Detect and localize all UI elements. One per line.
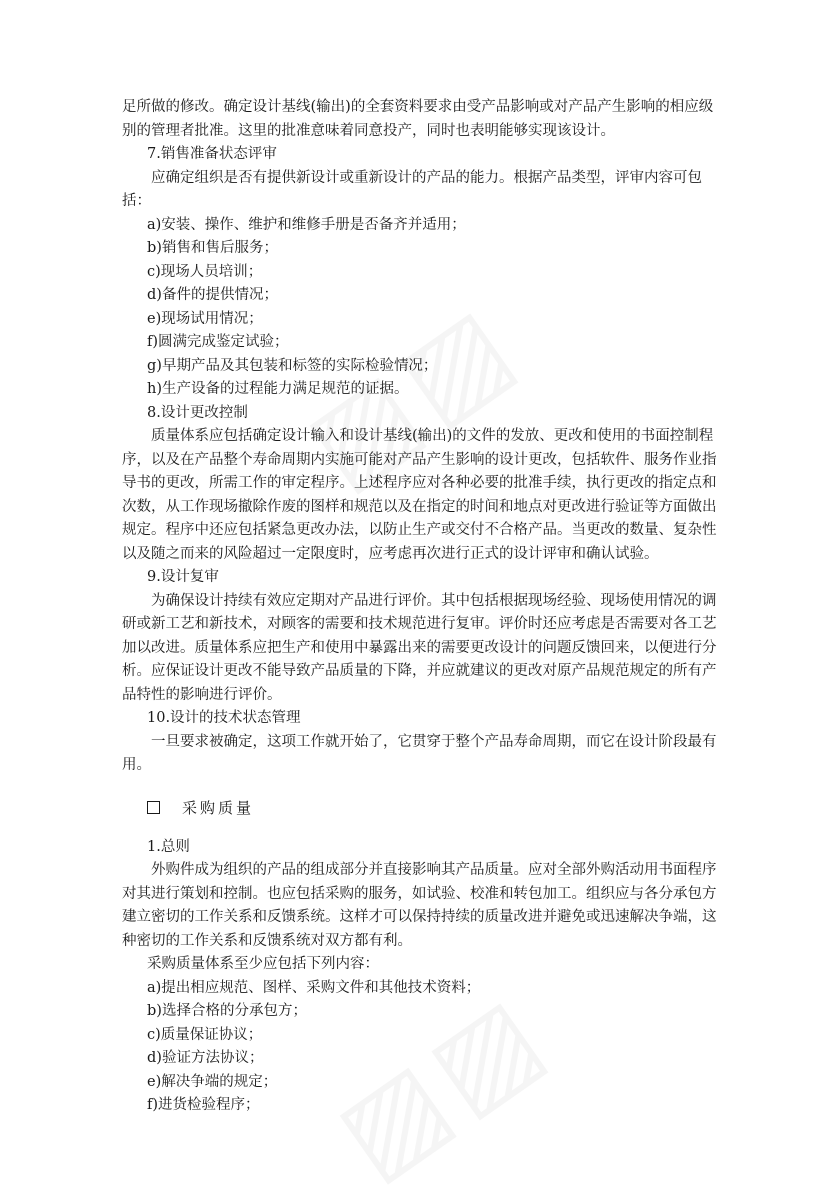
list-item: c)质量保证协议； (147, 1026, 263, 1043)
section-title: 采购质量 (182, 798, 255, 817)
checkbox-square-icon (147, 801, 160, 814)
list-item: d)验证方法协议； (147, 1050, 264, 1066)
paragraph: 为确保设计持续有效应定期对产品进行评价。其中包括根据现场经验、现场使用情况的调研或新工艺和新技术，对顾客的需要和技术规范进行复审。评价时还应考虑是否需要对各工艺加以改进。质量体系应把生产和使用中暴露出来的需要更改设计的问题反馈回来，以便进行分析。应保证设计更改不能导致产品质量的下降，并应就建议的更改对原产品规范规定的所有产品特性的影响进行评价。 (122, 592, 717, 703)
subheading: 8.设计更改控制 (147, 404, 248, 421)
list-item: f)圆满完成鉴定试验； (147, 334, 289, 350)
list-item: a)安装、操作、维护和维修手册是否备齐并适用； (147, 216, 466, 233)
paragraph: 采购质量体系至少应包括下列内容： (147, 956, 379, 972)
paragraph: 一旦要求被确定，这项工作就开始了，它贯穿于整个产品寿命周期，而它在设计阶段最有用。 (122, 733, 717, 773)
list-item: g)早期产品及其包装和标签的实际检验情况； (147, 357, 438, 374)
list-item: f)进货检验程序； (147, 1097, 260, 1113)
paragraph: 足所做的修改。确定设计基线(输出)的全套资料要求由受产品影响或对产品产生影响的相应级别的管理者批准。这里的批准意味着同意投产，同时也表明能够实现该设计。 (122, 99, 714, 139)
paragraph: 应确定组织是否有提供新设计或重新设计的产品的能力。根据产品类型，评审内容可包括： (122, 169, 702, 209)
subheading: 7.销售准备状态评审 (147, 146, 277, 162)
list-item: a)提出相应规范、图样、采购文件和其他技术资料； (147, 979, 481, 996)
section-heading (122, 796, 726, 820)
list-item: b)选择合格的分承包方； (147, 1003, 307, 1019)
list-item: e)解决争端的规定； (147, 1073, 278, 1090)
subheading: 10.设计的技术状态管理 (147, 710, 301, 726)
list-item: c)现场人员培训； (147, 263, 263, 280)
list-item: h)生产设备的过程能力满足规范的证据。 (147, 381, 409, 397)
paragraph: 外购件成为组织的产品的组成部分并直接影响其产品质量。应对全部外购活动用书面程序对其进行策划和控制。也应包括采购的服务，如试验、校准和转包加工。组织应与各分承包方建立密切的工作关系和反馈系统。这样才可以保持持续的质量改进并避免或迅速解决争端，这种密切的工作关系和反馈系统对双方都有利。 (122, 862, 717, 949)
document-page (122, 96, 726, 1118)
list-item: b)销售和售后服务； (147, 240, 278, 256)
list-item: e)现场试用情况； (147, 310, 263, 327)
subheading: 1.总则 (147, 838, 190, 855)
list-item: d)备件的提供情况； (147, 287, 278, 303)
paragraph: 质量体系应包括确定设计输入和设计基线(输出)的文件的发放、更改和使用的书面控制程序，以及在产品整个寿命周期内实施可能对产品产生影响的设计更改，包括软件、服务作业指导书的更改，所需工作的审定程序。上述程序应对各种必要的批准手续，执行更改的指定点和次数，从工作现场撤除作废的图样和规范以及在指定的时间和地点对更改进行验证等方面做出规定。程序中还应包括紧急更改办法，以防止生产或交付不合格产品。当更改的数量、复杂性以及随之而来的风险超过一定限度时，应考虑再次进行正式的设计评审和确认试验。 (122, 428, 717, 562)
subheading: 9.设计复审 (147, 569, 219, 585)
